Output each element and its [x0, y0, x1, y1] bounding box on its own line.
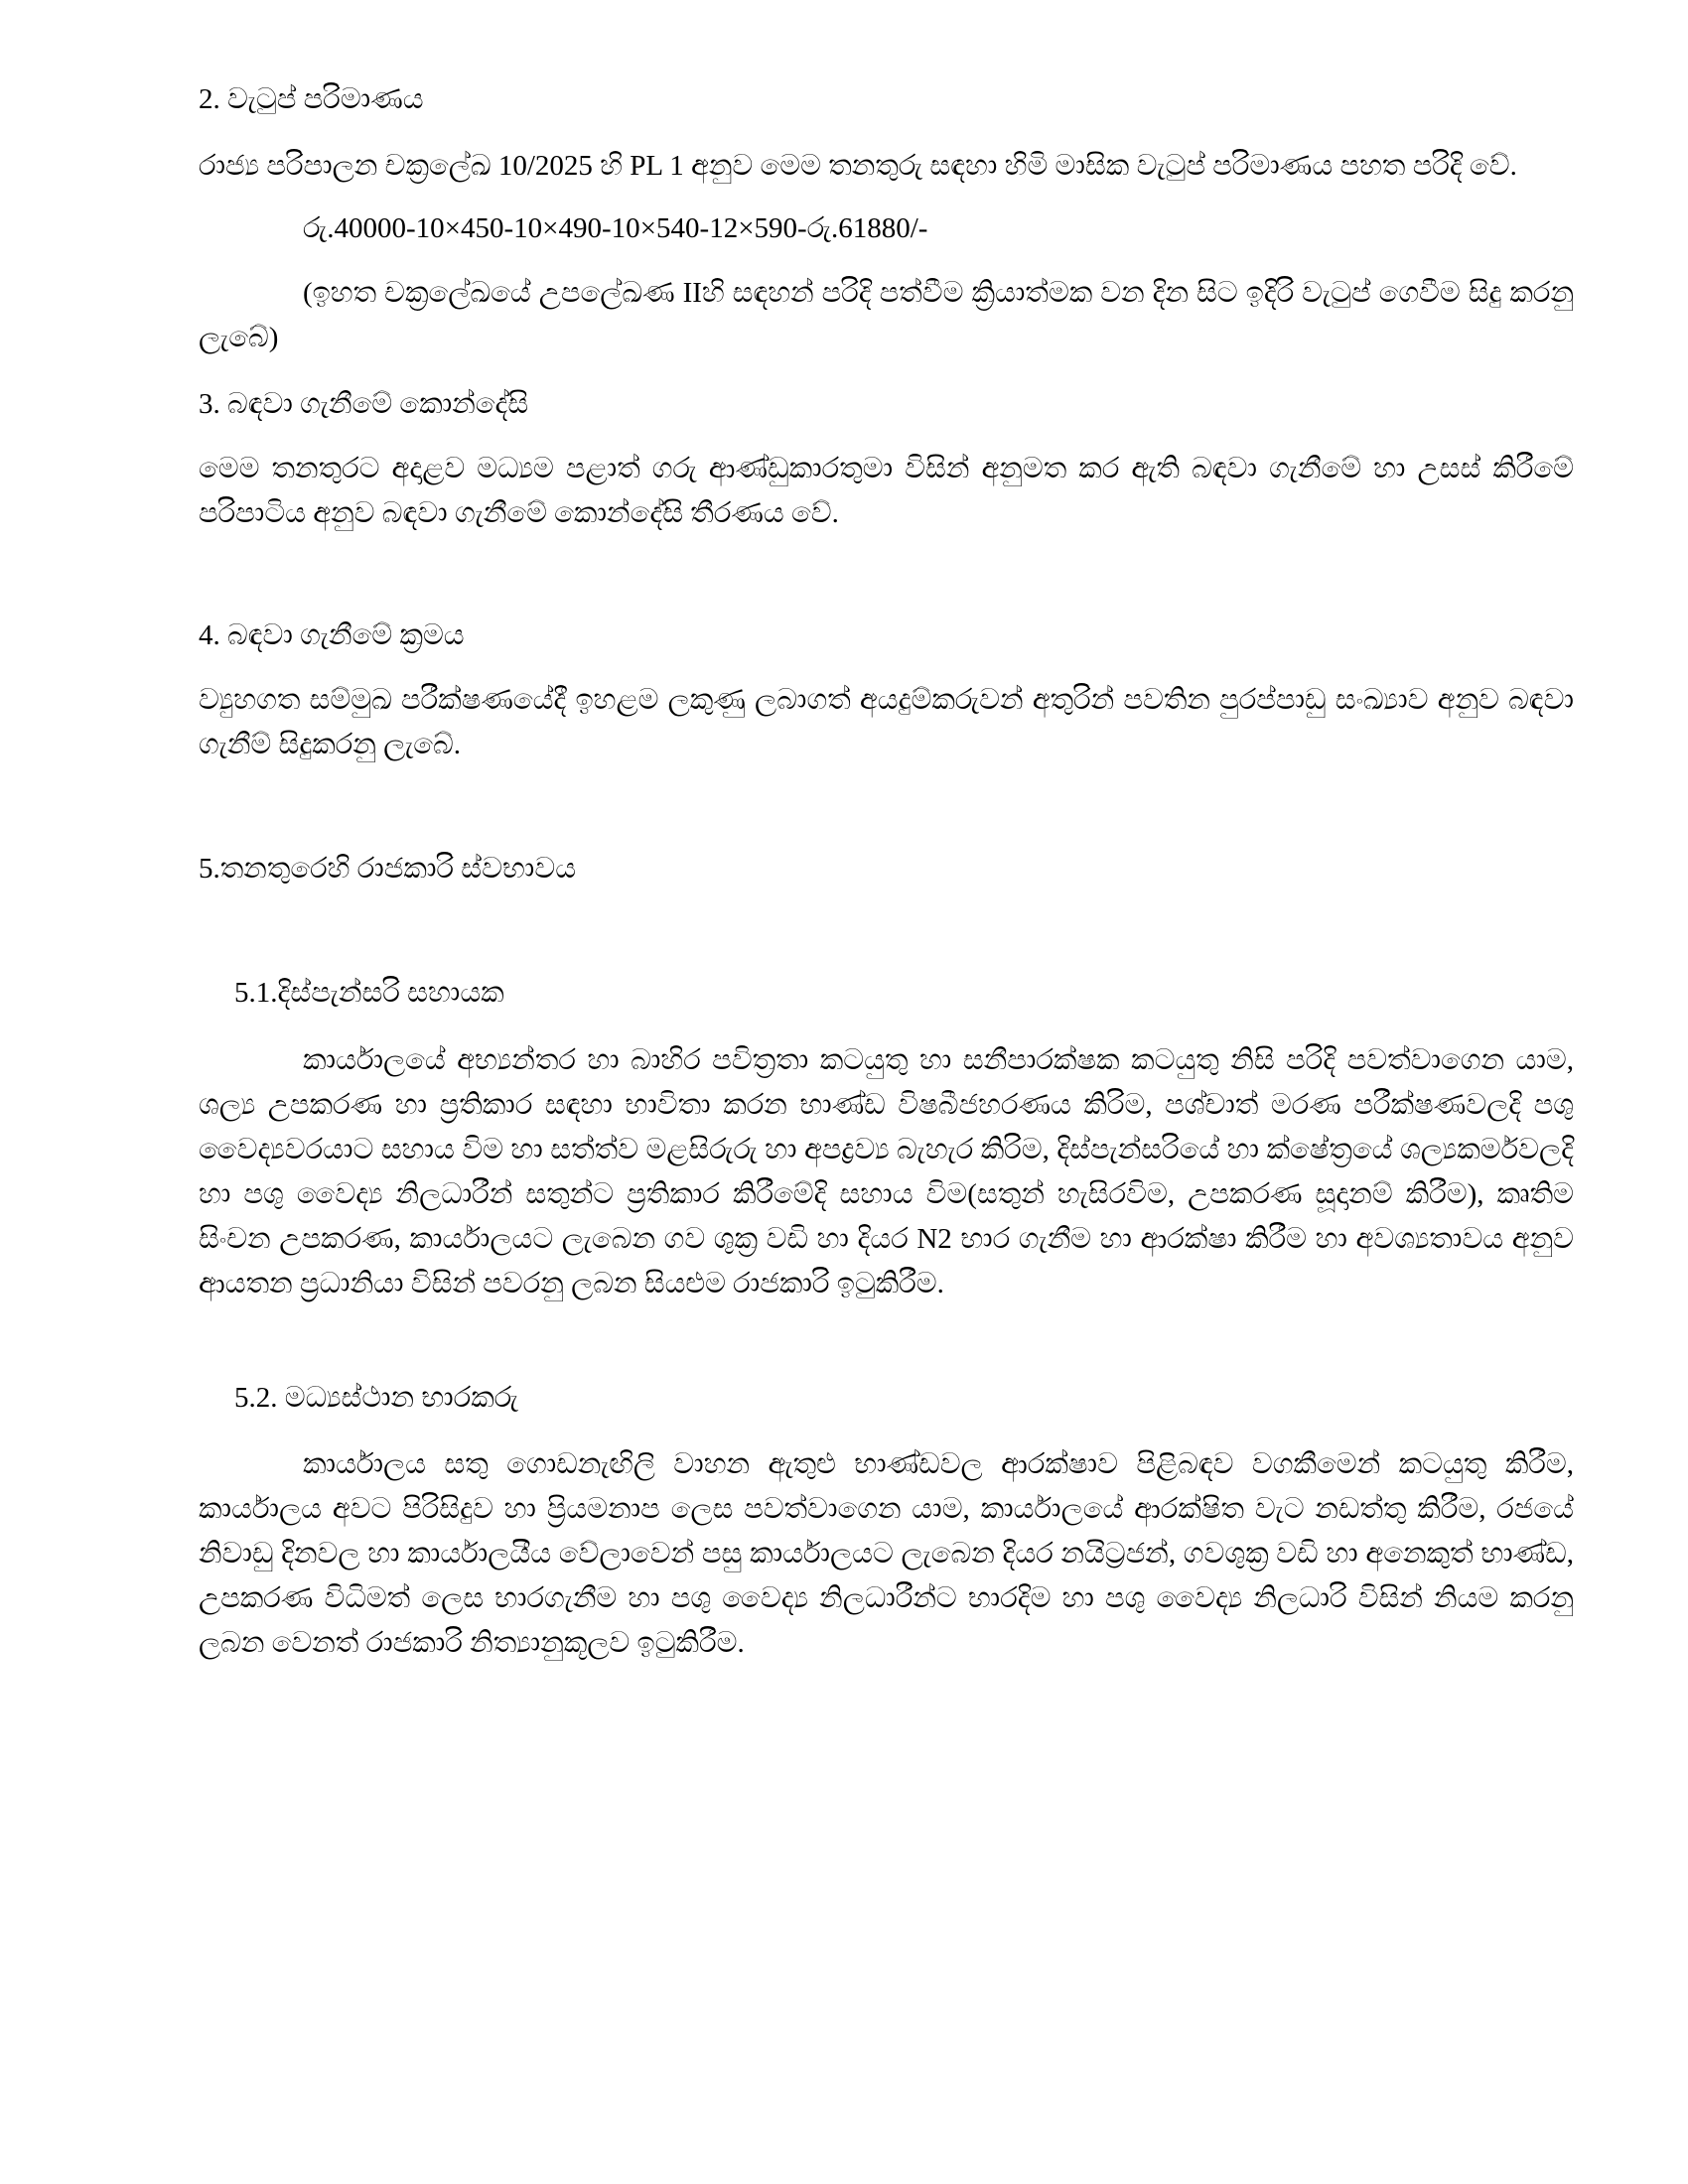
section-2-heading: 2. වැටුප් පරිමාණය [199, 83, 424, 115]
section-duties [199, 847, 1574, 1666]
section-2-intro-paragraph: රාජ්‍ය පරිපාලන චක්‍රලේඛ 10/2025 හි PL 1 අනුව මෙම තනතුරු සඳහා හිමි මාසික වැටුප් පරිමාණය පහත පරිදි වේ. [199, 150, 1517, 182]
section-salary-scale [199, 77, 1574, 360]
salary-scale-note: (ඉහත චක්‍රලේඛයේ උපලේඛණ IIහි සඳහන් පරිදි පත්වීම ක්‍රියාත්මක වන දින සිට ඉදිරි වැටුප් ගෙවීම සිදු කරනු ලැබේ) [199, 277, 1574, 353]
section-4-paragraph: ව්‍යුහගත සම්මුඛ පරීක්ෂණයේදී ඉහළම ලකුණු ලබාගත් අයදුම්කරුවන් අතුරින් පවතින පුරප්පාඩු සංඛ්‍යාව අනුව බඳවා ගැනීම් සිදුකරනු ලැබේ. [199, 684, 1574, 760]
salary-scale-formula: රු.40000-10×450-10×490-10×540-12×590-රු.61880/- [303, 212, 928, 244]
section-5-1-heading: 5.1.දිස්පැන්සරි සහායක [234, 977, 504, 1009]
section-recruitment-conditions [199, 382, 1574, 536]
section-3-paragraph: මෙම තනතුරට අදාළව මධ්‍යම පළාත් ගරු ආණ්ඩුකාරතුමා විසින් අනුමත කර ඇති බඳවා ගැනීමේ හා උසස් කිරීමේ පරිපාටිය අනුව බඳවා ගැනීමේ කොන්දේසි තීරණය වේ. [199, 453, 1574, 529]
section-5-heading: 5.තනතුරෙහි රාජකාරි ස්වභාවය [199, 853, 577, 885]
section-3-heading: 3. බඳවා ගැනීමේ කොන්දේසි [199, 388, 529, 420]
section-5-2-heading: 5.2. මධ්‍යස්ථාන භාරකරු [234, 1382, 518, 1414]
section-4-heading: 4. බඳවා ගැනීමේ ක්‍රමය [199, 619, 465, 651]
section-5-1-paragraph: කාර්යාලයේ අභ්‍යන්තර හා බාහිර පවිත්‍රතා කටයුතු හා සනීපාරක්ෂක කටයුතු නිසි පරිදි පවත්වාගෙන යාම, ශල්‍ය උපකරණ හා ප්‍රතිකාර සඳහා භාවිතා කරන භාණ්ඩ විෂබීජහරණය කිරිම, පශ්චාත් මරණ පරීක්ෂණවලදි පශු වෛද්‍යවරයාට සහාය විම හා සත්ත්ව මළසිරුරු හා අපද්‍රව්‍ය බැහැර කිරිම, දිස්පැන්සරියේ හා ක්ෂේත්‍රයේ ශල්‍යකර්මවලදි හා පශු වෛද්‍ය නිලධාරීන් සතුන්ට ප්‍රතිකාර කිරීමේදි සහාය විම(සතුන් හැසිරවිම, උපකරණ සූදානම් කිරීම), කෘතිම සිංචන උපකරණ, කාර්යාලයට ලැබෙන ගව ශුක්‍ර වඩි හා දියර N2 භාර ගැනීම හා ආරක්ෂා කිරීම හා අවශ්‍යතාවය අනුව ආයතන ප්‍රධානියා විසින් පවරනු ලබන සියළුම රාජකාරි ඉටුකිරීම. [199, 1044, 1575, 1299]
section-recruitment-method [199, 614, 1574, 767]
section-5-2-paragraph: කාර්යාලය සතු ගොඩනැඟිලි වාහන ඇතුළු භාණ්ඩවල ආරක්ෂාව පිළිබඳව වගකීමෙන් කටයුතු කිරීම, කාර්යාලය අවට පිරිසිදුව හා ප්‍රියමනාප ලෙස පවත්වාගෙන යාම, කාර්යාලයේ ආරක්ෂිත වැට නඩත්තු කිරීම, රජයේ නිවාඩු දිනවල හා කාර්යාලයීය වේලාවෙන් පසු කාර්යාලයට ලැබෙන දියර නයිට්‍රජන්, ගවශුක්‍ර වඩි හා අනෙකුත් භාණ්ඩ, උපකරණ විධිමත් ලෙස භාරගැනීම හා පශු වෛද්‍ය නිලධාරීන්ට භාරදිම හා පශු වෛද්‍ය නිලධාරි විසින් නියම කරනු ලබන වෙනත් රාජකාරි නිත්‍යානුකූලව ඉටුකිරීම. [199, 1448, 1574, 1659]
